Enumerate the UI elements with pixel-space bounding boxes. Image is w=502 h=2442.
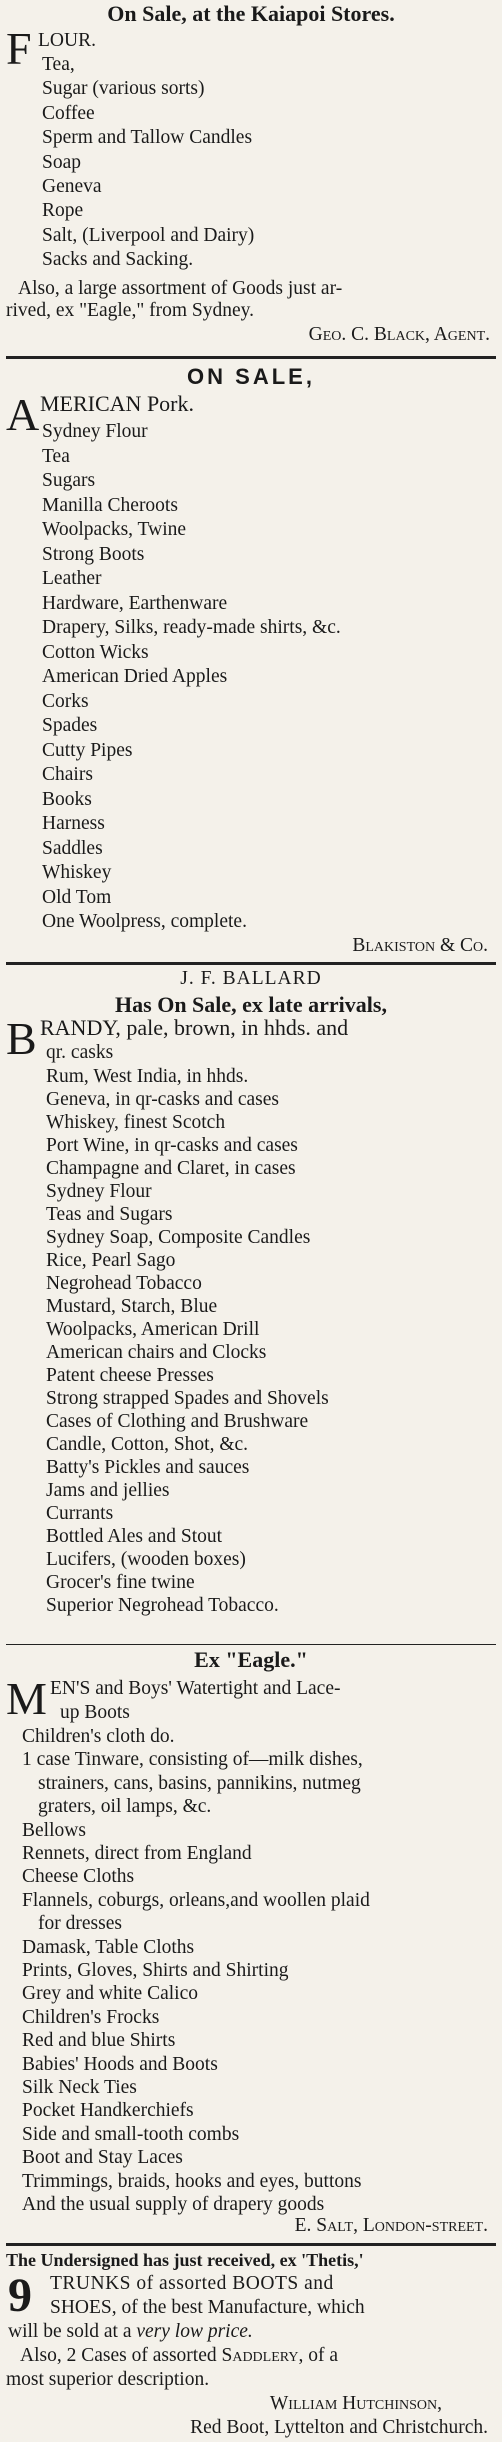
saddlery-line: [20, 2344, 338, 2368]
list-item: Geneva, in qr-casks and cases: [46, 1089, 279, 1110]
hutchinson-address: Red Boot, Lyttelton and Christchurch.: [190, 2417, 488, 2438]
list-item: Lucifers, (wooden boxes): [46, 1549, 246, 1570]
list-item: And the usual supply of drapery goods: [22, 2194, 325, 2215]
list-item: graters, oil lamps, &c.: [38, 1796, 212, 1818]
list-item: Tea,: [42, 54, 75, 75]
saddlery-text: Also, 2 Cases of assorted: [20, 2345, 222, 2366]
list-item: Grocer's fine twine: [46, 1572, 195, 1593]
list-item: Candle, Cotton, Shot, &c.: [46, 1434, 249, 1455]
list-item: Pocket Handkerchiefs: [22, 2100, 194, 2122]
list-item: Leather: [42, 568, 102, 589]
list-item: Geneva: [42, 176, 102, 197]
list-item: Old Tom: [42, 886, 112, 908]
list-item: Cotton Wicks: [42, 641, 149, 663]
divider: [6, 962, 496, 965]
list-item: Whiskey: [42, 862, 112, 883]
shoes-line: SHOES, of the best Manufacture, which: [50, 2297, 365, 2318]
list-item: Bottled Ales and Stout: [46, 1526, 223, 1547]
list-item: Babies' Hoods and Boots: [22, 2053, 218, 2075]
eagle-header: Ex "Eagle.": [194, 1647, 308, 1672]
ad-first-line: EN'S and Boys' Watertight and Lace-: [50, 1678, 341, 1699]
list-item: Batty's Pickles and sauces: [46, 1457, 250, 1478]
list-item: Whiskey, finest Scotch: [46, 1112, 226, 1133]
price-emphasis: very low price.: [136, 2321, 253, 2342]
list-item: Rum, West India, in hhds.: [46, 1066, 249, 1087]
also-line: Also, a large assortment of Goods just ar-: [18, 278, 343, 299]
list-item: Children's cloth do.: [22, 1726, 175, 1747]
ad-first-line-cont: qr. casks: [46, 1042, 114, 1063]
ballard-header: Has On Sale, ex late arrivals,: [115, 992, 387, 1017]
list-item: Negrohead Tobacco: [46, 1273, 202, 1294]
blakiston-signature: Blakiston & Co.: [352, 935, 488, 956]
list-item: Strong Boots: [42, 543, 145, 565]
list-item: Sperm and Tallow Candles: [42, 127, 253, 149]
drop-cap-f: F: [6, 23, 32, 74]
list-item: Superior Negrohead Tobacco.: [46, 1595, 279, 1616]
hutchinson-signature: William Hutchinson,: [269, 2393, 442, 2414]
list-item: Rennets, direct from England: [22, 1843, 252, 1864]
saddlery-tail: , of a: [298, 2345, 338, 2366]
list-item: Harness: [42, 813, 105, 834]
divider: [6, 2243, 496, 2246]
trunks-line: TRUNKS of assorted BOOTS and: [50, 2273, 334, 2294]
list-item: Sydney Soap, Composite Candles: [46, 1227, 311, 1248]
list-item: strainers, cans, basins, pannikins, nutmeg: [38, 1772, 361, 1794]
salt-signature: [295, 2214, 488, 2238]
list-item: Cases of Clothing and Brushware: [46, 1411, 309, 1432]
saddlery-word: Saddlery: [221, 2345, 299, 2366]
divider: [6, 356, 496, 359]
drop-cap-9: 9: [8, 2269, 32, 2322]
list-item: Prints, Gloves, Shirts and Shirting: [22, 1960, 289, 1981]
divider: [6, 1644, 496, 1645]
list-item: Cheese Cloths: [22, 1866, 135, 1888]
list-item: 1 case Tinware, consisting of—milk dishes,: [22, 1749, 363, 1771]
agent-signature: Geo. C. Black, Agent.: [308, 324, 490, 345]
list-item: Woolpacks, Twine: [42, 519, 187, 540]
list-item: Tea: [42, 445, 70, 467]
list-item: Coffee: [42, 102, 95, 124]
list-item: Soap: [42, 151, 81, 173]
list-item: Books: [42, 788, 92, 810]
list-item: Teas and Sugars: [46, 1204, 173, 1225]
price-line: [8, 2320, 253, 2344]
list-item: Red and blue Shirts: [22, 2030, 176, 2052]
list-item: American chairs and Clocks: [46, 1342, 267, 1363]
list-item: Salt, (Liverpool and Dairy): [42, 224, 255, 246]
drop-cap-m: M: [6, 1673, 47, 1724]
list-item: Children's Frocks: [22, 2006, 160, 2028]
list-item: Cutty Pipes: [42, 739, 133, 761]
list-item: Saddles: [42, 837, 103, 859]
list-item: Jams and jellies: [46, 1480, 170, 1501]
ad-first-line: MERICAN Pork.: [40, 391, 195, 416]
list-item: Damask, Table Cloths: [22, 1936, 195, 1958]
also-line-cont: rived, ex "Eagle," from Sydney.: [6, 300, 255, 321]
list-item: Sacks and Sacking.: [42, 249, 194, 271]
list-item: Strong strapped Spades and Shovels: [46, 1388, 329, 1409]
list-item: Woolpacks, American Drill: [46, 1319, 260, 1340]
ad-first-line-cont: up Boots: [60, 1702, 130, 1723]
list-item: for dresses: [38, 1913, 122, 1935]
list-item: Silk Neck Ties: [22, 2077, 137, 2098]
list-item: Hardware, Earthenware: [42, 592, 228, 614]
kaiapoi-header: On Sale, at the Kaiapoi Stores.: [107, 1, 395, 26]
price-text: will be sold at a: [8, 2321, 137, 2342]
undersigned-line: The Undersigned has just received, ex 'Thetis,': [6, 2250, 364, 2270]
list-item: Sydney Flour: [46, 1181, 152, 1202]
list-item: Patent cheese Presses: [46, 1365, 214, 1386]
list-item: Corks: [42, 690, 89, 712]
list-item: Flannels, coburgs, orleans,and woollen plaid: [22, 1889, 370, 1911]
on-sale-header: ON SALE,: [187, 364, 315, 389]
list-item: Sugars: [42, 470, 96, 491]
description-line: most superior description.: [6, 2369, 210, 2390]
list-item: Drapery, Silks, ready-made shirts, &c.: [42, 617, 341, 638]
ad-first-line: LOUR.: [38, 30, 96, 51]
list-item: Side and small-tooth combs: [22, 2123, 240, 2145]
list-item: Champagne and Claret, in cases: [46, 1158, 296, 1179]
list-item: Manilla Cheroots: [42, 494, 178, 516]
list-item: Rope: [42, 200, 84, 222]
list-item: American Dried Apples: [42, 666, 228, 687]
ballard-name: J. F. BALLARD: [180, 968, 322, 989]
list-item: Boot and Stay Laces: [22, 2147, 183, 2169]
list-item: Trimmings, braids, hooks and eyes, buttons: [22, 2170, 362, 2192]
list-item: Currants: [46, 1503, 114, 1524]
list-item: Port Wine, in qr-casks and cases: [46, 1135, 298, 1156]
list-item: Mustard, Starch, Blue: [46, 1296, 218, 1317]
list-item: One Woolpress, complete.: [42, 911, 247, 932]
list-item: Bellows: [22, 1819, 86, 1841]
list-item: Spades: [42, 715, 98, 736]
list-item: Sydney Flour: [42, 421, 148, 442]
list-item: Chairs: [42, 764, 93, 785]
drop-cap-a: A: [6, 389, 40, 440]
list-item: Sugar (various sorts): [42, 78, 205, 100]
list-item: Rice, Pearl Sago: [46, 1250, 176, 1271]
ad-first-line: RANDY, pale, brown, in hhds. and: [40, 1015, 349, 1040]
list-item: Grey and white Calico: [22, 1983, 198, 2005]
signature-text: E. Salt, London-street.: [294, 2215, 488, 2236]
drop-cap-b: B: [6, 1013, 37, 1064]
